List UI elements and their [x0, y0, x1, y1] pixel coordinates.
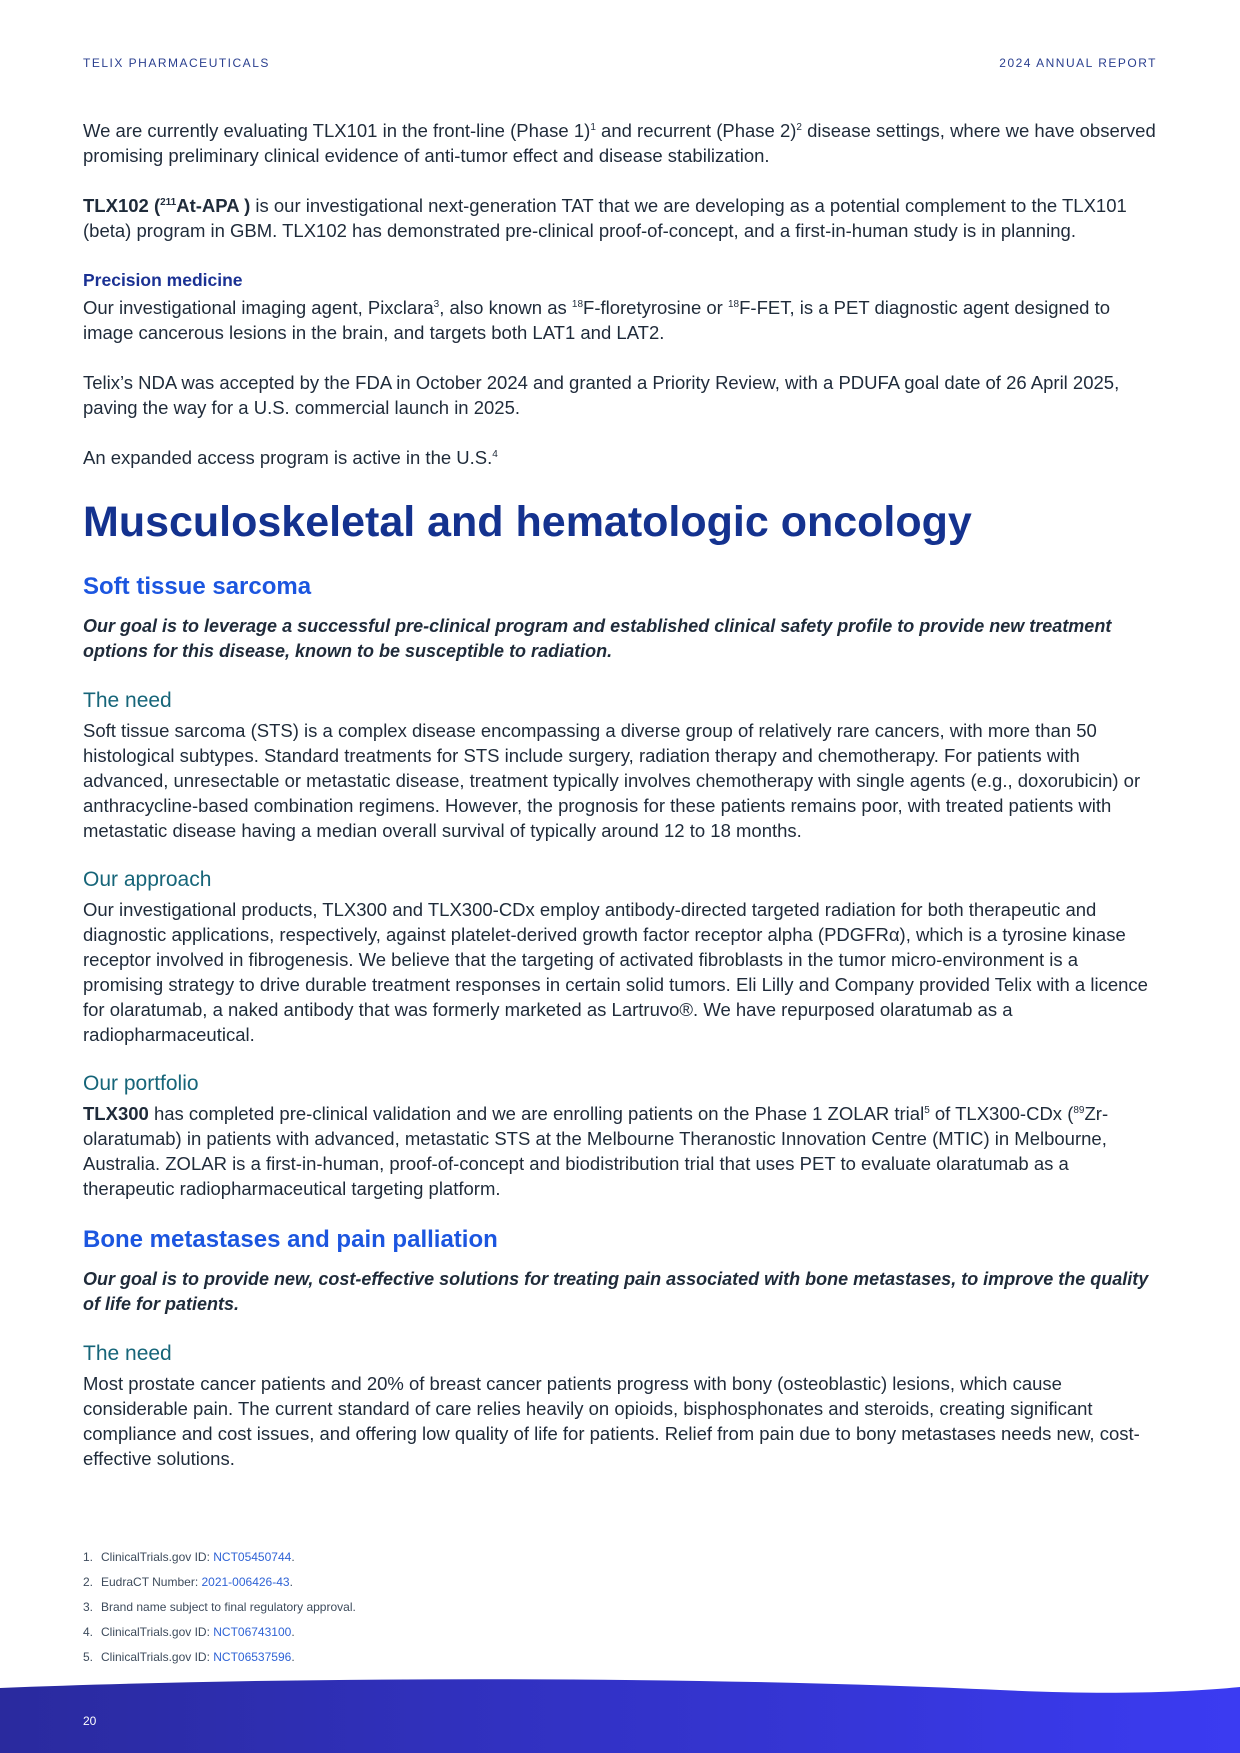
sts-need-paragraph: Soft tissue sarcoma (STS) is a complex disease encompassing a diverse group of relatively rare cancers, with more than 50 histological subtypes. Standard treatments for STS include surgery, radiation therapy and chemotherapy. For patients with advanced, unresectable or metastatic disease, treatment typically involves chemotherapy with single agents (e.g., doxorubicin) or anthracycline-based combination regimens. However, the prognosis for these patients remains poor, with treated patients with metastatic disease having a median overall survival of typically around 12 to 18 months. [83, 720, 1141, 841]
footnotes [83, 1548, 356, 1673]
footnote-ref[interactable]: 1 [590, 122, 596, 133]
footnote: 1. ClinicalTrials.gov ID: NCT05450744. [83, 1550, 295, 1564]
bone-need-heading: The need [83, 1342, 172, 1365]
bone-title: Bone metastases and pain palliation [83, 1226, 498, 1253]
expanded-access-paragraph: An expanded access program is active in the U.S.$^4$ [83, 447, 498, 468]
pixclara-paragraph: Our investigational imaging agent, Pixclara$^3$, also known as $^{18}$F-floretyrosine or $^{18}$F-FET, is a PET diagnostic agent designed to image cancerous lesions in the brain, and targets both LAT1 and LAT2. [83, 297, 1110, 343]
nda-paragraph: Telix’s NDA was accepted by the FDA in October 2024 and granted a Priority Review, with a PDUFA goal date of 26 April 2025, paving the way for a U.S. commercial launch in 2025. [83, 372, 1120, 418]
main-content [83, 118, 1158, 1471]
tlx102-paragraph: TLX102 ($^{211}$At-APA ) is our investigational next-generation TAT that we are developing as a potential complement to the TLX101 (beta) program in GBM. TLX102 has demonstrated pre-clinical proof-of-concept, and a first-in-human study is in planning. [83, 195, 1127, 241]
section-title: Musculoskeletal and hematologic oncology [83, 498, 972, 546]
page-number: 20 [83, 1714, 97, 1728]
sts-title: Soft tissue sarcoma [83, 573, 312, 600]
footnote: 3. Brand name subject to final regulatory approval. [83, 1600, 356, 1614]
footer-wave-band [0, 1678, 1240, 1753]
footnote: 4. ClinicalTrials.gov ID: NCT06743100. [83, 1625, 295, 1639]
footnote-link[interactable]: NCT05450744 [213, 1550, 292, 1564]
header-company: TELIX PHARMACEUTICALS [83, 56, 270, 70]
sts-approach-paragraph: Our investigational products, TLX300 and TLX300-CDx employ antibody-directed targeted radiation for both therapeutic and diagnostic applications, respectively, against platelet-derived growth factor receptor alpha (PDGFRα), which is a tyrosine kinase receptor involved in fibrogenesis. We believe that the targeting of activated fibroblasts in the tumor micro-environment is a promising strategy to drive durable treatment responses in certain solid tumors. Eli Lilly and Company provided Telix with a licence for olaratumab, a naked antibody that was formerly marketed as Lartruvo®. We have repurposed olaratumab as a radiopharmaceutical. [83, 899, 1148, 1045]
bone-goal: Our goal is to provide new, cost-effective solutions for treating pain associated with bone metastases, to improve the quality of life for patients. [83, 1269, 1149, 1314]
footnote-ref[interactable]: 2 [796, 122, 802, 133]
footnote-link[interactable]: NCT06537596 [213, 1650, 292, 1664]
footnote: 5. ClinicalTrials.gov ID: NCT06537596. [83, 1650, 295, 1664]
footnote-ref[interactable]: 5 [924, 1105, 930, 1116]
precision-medicine-heading: Precision medicine [83, 270, 243, 290]
sts-portfolio-paragraph: TLX300 has completed pre-clinical validation and we are enrolling patients on the Phase 1 ZOLAR trial$^5$ of TLX300-CDx ($^{89}$Zr-olaratumab) in patients with advanced, metastatic STS at the Melbourne Theranostic Innovation Centre (MTIC) in Melbourne, Australia. ZOLAR is a first-in-human, proof-of-concept and biodistribution trial that uses PET to evaluate olaratumab as a therapeutic radiopharmaceutical targeting platform. [83, 1103, 1109, 1199]
footnote-link[interactable]: 2021-006426-43 [201, 1575, 290, 1589]
footnote-ref[interactable]: 4 [492, 449, 498, 460]
bone-need-paragraph: Most prostate cancer patients and 20% of breast cancer patients progress with bony (osteoblastic) lesions, which cause considerable pain. The current standard of care relies heavily on opioids, bisphosphonates and steroids, creating significant compliance and cost issues, and offering low quality of life for patients. Relief from pain due to bony metastases needs new, cost-effective solutions. [83, 1373, 1140, 1469]
sts-portfolio-heading: Our portfolio [83, 1072, 199, 1095]
sts-goal: Our goal is to leverage a successful pre-clinical program and established clinical safety profile to provide new treatment options for this disease, known to be susceptible to radiation. [83, 616, 1112, 661]
sts-need-heading: The need [83, 689, 172, 712]
footnote-link[interactable]: NCT06743100 [213, 1625, 292, 1639]
footnote-ref[interactable]: 3 [433, 299, 440, 310]
footnote: 2. EudraCT Number: 2021-006426-43. [83, 1575, 293, 1589]
intro-paragraph: We are currently evaluating TLX101 in the front-line (Phase 1)$^1$ and recurrent (Phase 2)$^2$ disease settings, where we have observed promising preliminary clinical evidence of anti-tumor effect and disease stabilization. [83, 120, 1156, 166]
sts-approach-heading: Our approach [83, 868, 212, 891]
header-report-title: 2024 ANNUAL REPORT [999, 56, 1157, 70]
